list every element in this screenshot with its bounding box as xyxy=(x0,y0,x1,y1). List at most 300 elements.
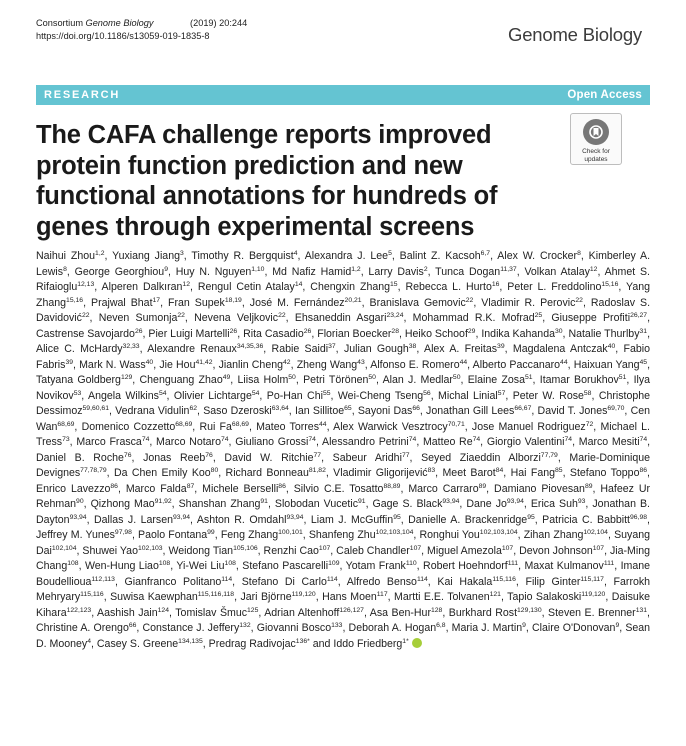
author-name[interactable]: Christophe Dessimoz xyxy=(36,389,651,417)
journal-name: Genome Biology xyxy=(85,18,154,28)
author-name[interactable]: Jie Hou xyxy=(159,358,196,371)
author-name[interactable]: Devon Johnson xyxy=(519,544,593,557)
author-name[interactable]: Dane Jo xyxy=(466,498,507,510)
affiliation-superscript: 39 xyxy=(65,358,73,366)
author-name[interactable]: Castrense Savojardo xyxy=(36,327,135,340)
affiliation-superscript: 22 xyxy=(177,312,185,319)
author-name[interactable]: Alessandro Petrini xyxy=(322,436,409,448)
author-name[interactable]: Naihui Zhou xyxy=(36,250,96,262)
author-name[interactable]: Maria J. Martin xyxy=(451,622,523,634)
affiliation-superscript: 18,19 xyxy=(224,296,242,304)
affiliation-superscript: 91 xyxy=(260,498,268,505)
author-name[interactable]: Petri Törönen xyxy=(303,374,369,386)
author-name[interactable]: Yang Zhang xyxy=(36,281,651,309)
affiliation-superscript: 70,71 xyxy=(447,420,465,428)
author-name[interactable]: Saso Dzeroski xyxy=(203,405,272,417)
author-name[interactable]: Michele Berselli xyxy=(202,482,279,495)
affiliation-superscript: 114 xyxy=(221,575,233,583)
author-name[interactable]: Adrian Altenhoff xyxy=(264,606,340,619)
affiliation-superscript: 6,8 xyxy=(436,622,446,629)
author-name[interactable]: Volkan Atalay xyxy=(524,265,590,278)
affiliation-superscript: 63,64 xyxy=(271,405,289,412)
doi-link[interactable]: https://doi.org/10.1186/s13059-019-1835-8 xyxy=(36,31,210,41)
author-name[interactable]: Iddo Friedberg xyxy=(333,637,403,650)
affiliation-superscript: 86 xyxy=(278,482,286,490)
author-list: Naihui Zhou$^{1,2}$, Yuxiang Jiang$^3$, Timothy R. Bergquist$^4$, Alexandra J. Lee$^5$, Balint Z. Kacsoh$^{6,7}$, Alex W. Crocker$^8$, Kimberley A. Lewis$^8$, George Georghiou$^9$, Huy N. Nguyen$^{1,10}$, Md Nafiz Hamid$^{1,2}$, Larry Davis$^2$, Tunca Dogan$^{11,37}$, Volkan Atalay$^{12}$, Ahmet S. Rifaioglu$^{12,13}$, Alperen Dalkıran$^{12}$, Rengul Cetin Atalay$^{14}$, Chengxin Zhang$^{15}$, Rebecca L. Hurto$^{16}$, Peter L. Freddolino$^{15,16}$, Yang Zhang$^{15,16}$, Prajwal Bhat$^{17}$, Fran Supek$^{18,19}$, José M. Fernández$^{20,21}$, Branislava Gemovic$^{22}$, Vladimir R. Perovic$^{22}$, Radoslav S. Davidović$^{22}$, Neven Sumonja$^{22}$, Nevena Veljkovic$^{22}$, Ehsaneddin Asgari$^{23,24}$, Mohammad R.K. Mofrad$^{25}$, Giuseppe Profiti$^{26,27}$, Castrense Savojardo$^{26}$, Pier Luigi Martelli$^{26}$, Rita Casadio$^{26}$, Florian Boecker$^{28}$, Heiko Schoof$^{29}$, Indika Kahanda$^{30}$, Natalie Thurlby$^{31}$, Alice C. McHardy$^{32,33}$, Alexandre Renaux$^{34,35,36}$, Rabie Saidi$^{37}$, Julian Gough$^{38}$, Alex A. Freitas$^{39}$, Magdalena Antczak$^{40}$, Fabio Fabris$^{39}$, Mark N. Wass$^{40}$, Jie Hou$^{41,42}$, Jianlin Cheng$^{42}$, Zheng Wang$^{43}$, Alfonso E. Romero$^{44}$, Alberto Paccanaro$^{44}$, Haixuan Yang$^{45}$, Tatyana Goldberg$^{129}$, Chenguang Zhao$^{49}$, Liisa Holm$^{50}$, Petri Törönen$^{50}$, Alan J. Medlar$^{50}$, Elaine Zosa$^{51}$, Itamar Borukhov$^{51}$, Ilya Novikov$^{53}$, Angela Wilkins$^{54}$, Olivier Lichtarge$^{54}$, Po-Han Chi$^{55}$, Wei-Cheng Tseng$^{56}$, Michal Linial$^{57}$, Peter W. Rose$^{58}$, Christophe Dessimoz$^{59,60,61}$, Vedrana Vidulin$^{62}$, Saso Dzeroski$^{63,64}$, Ian Sillitoe$^{65}$, Sayoni Das$^{66}$, Jonathan Gill Lees$^{66,67}$, David T. Jones$^{69,70}$, Cen Wan$^{68,69}$, Domenico Cozzetto$^{68,69}$, Rui Fa$^{68,69}$, Mateo Torres$^{44}$, Alex Warwick Vesztrocy$^{70,71}$, Jose Manuel Rodriguez$^{72}$, Michael L. Tress$^{73}$, Marco Frasca$^{74}$, Marco Notaro$^{74}$, Giuliano Grossi$^{74}$, Alessandro Petrini$^{74}$, Matteo Re$^{74}$, Giorgio Valentini$^{74}$, Marco Mesiti$^{74}$, Daniel B. Roche$^{76}$, Jonas Reeb$^{76}$, David W. Ritchie$^{77}$, Sabeur Aridhi$^{77}$, Seyed Ziaeddin Alborzi$^{77,79}$, Marie-Dominique Devignes$^{77,78,79}$, Da Chen Emily Koo$^{80}$, Richard Bonneau$^{81,82}$, Vladimir Gligorijević$^{83}$, Meet Barot$^{84}$, Hai Fang$^{85}$, Stefano Toppo$^{86}$, Enrico Lavezzo$^{86}$, Marco Falda$^{87}$, Michele Berselli$^{86}$, Silvio C.E. Tosatto$^{88,89}$, Marco Carraro$^{89}$, Damiano Piovesan$^{89}$, Hafeez Ur Rehman$^{90}$, Qizhong Mao$^{91,92}$, Shanshan Zhang$^{91}$, Slobodan Vucetic$^{91}$, Gage S. Black$^{93,94}$, Dane Jo$^{93,94}$, Erica Suh$^{93}$, Jonathan B. Dayton$^{93,94}$, Dallas J. Larsen$^{93,94}$, Ashton R. Omdahl$^{93,94}$, Liam J. McGuffin$^{95}$, Danielle A. Brackenridge$^{95}$, Patricia C. Babbitt$^{96,98}$, Jeffrey M. Yunes$^{97,98}$, Paolo Fontana$^{99}$, Feng Zhang$^{100,101}$, Shanfeng Zhu$^{102,103,104}$, Ronghui You$^{102,103,104}$, Zihan Zhang$^{102,104}$, Suyang Dai$^{102,104}$, Shuwei Yao$^{102,103}$, Weidong Tian$^{105,106}$, Renzhi Cao$^{107}$, Caleb Chandler$^{107}$, Miguel Amezola$^{107}$, Devon Johnson$^{107}$, Jia-Ming Chang$^{108}$, Wen-Hung Liao$^{108}$, Yi-Wei Liu$^{108}$, Stefano Pascarelli$^{109}$, Yotam Frank$^{110}$, Robert Hoehndorf$^{111}$, Maxat Kulmanov$^{111}$, Imane Boudellioua$^{112,113}$, Gianfranco Politano$^{114}$, Stefano Di Carlo$^{114}$, Alfredo Benso$^{114}$, Kai Hakala$^{115,116}$, Filip Ginter$^{115,117}$, Farrokh Mehryary$^{115,116}$, Suwisa Kaewphan$^{115,116,118}$, Jari Björne$^{119,120}$, Hans Moen$^{117}$, Martti E.E. Tolvanen$^{121}$, Tapio Salakoski$^{119,120}$, Daisuke Kihara$^{122,123}$, Aashish Jain$^{124}$, Tomislav Šmuc$^{125}$, Adrian Altenhoff$^{126,127}$, Asa Ben-Hur$^{128}$, Burkhard Rost$^{129,130}$, Steven E. Brenner$^{131}$, Christine A. Orengo$^{66}$, Constance J. Jeffery$^{132}$, Giovanni Bosco$^{133}$, Deborah A. Hogan$^{6,8}$, Maria J. Martin$^9$, Claire O'Donovan$^9$, Sean D. Mooney$^4$, Casey S. Greene$^{134,135}$, Predrag Radivojac$^{136*}$ and Iddo Friedberg$^{1*}$ xyxy=(36,250,651,650)
affiliation-superscript: 122,123 xyxy=(66,606,92,614)
affiliation-superscript: 25 xyxy=(534,312,543,319)
affiliation-superscript: 51 xyxy=(524,374,533,381)
affiliation-superscript: 124 xyxy=(157,606,169,614)
affiliation-superscript: 53 xyxy=(73,389,82,397)
affiliation-superscript: 74 xyxy=(408,436,417,443)
affiliation-superscript: 9 xyxy=(164,265,168,273)
affiliation-superscript: 68,69 xyxy=(175,420,193,428)
author-name[interactable]: Filip Ginter xyxy=(525,575,581,588)
affiliation-superscript: 133 xyxy=(331,622,343,629)
author-name[interactable]: Peter L. Freddolino xyxy=(507,281,602,293)
affiliation-superscript: 29 xyxy=(467,327,476,335)
affiliation-superscript: 134,135 xyxy=(178,637,203,645)
affiliation-superscript: 91,92 xyxy=(154,498,172,505)
affiliation-superscript: 34,35,36 xyxy=(236,343,264,350)
author-name[interactable]: Florian Boecker xyxy=(317,327,392,340)
affiliation-superscript: 1* xyxy=(402,637,409,645)
affiliation-superscript: 96,98 xyxy=(630,513,648,521)
author-name[interactable]: Zheng Wang xyxy=(296,358,358,371)
author-name[interactable]: Alexandre Renaux xyxy=(147,343,237,355)
author-name[interactable]: Heiko Schoof xyxy=(404,327,468,340)
affiliation-superscript: 80 xyxy=(210,467,219,474)
author-name[interactable]: Prajwal Bhat xyxy=(91,296,153,309)
author-name[interactable]: Silvio C.E. Tosatto xyxy=(293,482,384,495)
author-name[interactable]: Wen-Hung Liao xyxy=(84,560,159,572)
affiliation-superscript: 55 xyxy=(322,389,331,397)
article-meta xyxy=(36,17,247,43)
author-name[interactable]: Itamar Borukhov xyxy=(539,374,619,386)
affiliation-superscript: 132 xyxy=(239,622,251,629)
author-name[interactable]: Julian Gough xyxy=(343,343,409,355)
affiliation-superscript: 77,78,79 xyxy=(80,467,107,474)
author-name[interactable]: Marco Falda xyxy=(125,482,187,495)
author-name[interactable]: Daniel B. Roche xyxy=(36,451,124,464)
affiliation-superscript: 41,42 xyxy=(195,358,213,366)
journal-prefix: Consortium xyxy=(36,18,83,28)
affiliation-superscript: 49 xyxy=(222,374,231,381)
author-name[interactable]: Ian Sillitoe xyxy=(294,405,345,417)
author-name[interactable]: Hai Fang xyxy=(510,467,556,479)
author-name[interactable]: Meet Barot xyxy=(442,467,496,479)
author-name[interactable]: Jia-Ming Chang xyxy=(36,544,651,572)
author-name[interactable]: Ronghui You xyxy=(419,529,480,541)
affiliation-superscript: 37 xyxy=(328,343,336,350)
author-name[interactable]: Jonas Reeb xyxy=(143,451,206,464)
author-name[interactable]: Richard Bonneau xyxy=(225,467,309,479)
affiliation-superscript: 12 xyxy=(589,265,598,273)
affiliation-superscript: 111 xyxy=(603,560,615,567)
affiliation-superscript: 16 xyxy=(491,281,500,288)
author-name[interactable]: Gage S. Black xyxy=(372,498,443,510)
affiliation-superscript: 85 xyxy=(555,467,563,474)
author-name[interactable]: Marco Mesiti xyxy=(578,436,640,448)
author-joiner: and xyxy=(312,637,331,650)
author-name[interactable]: Tunca Dogan xyxy=(435,265,501,278)
affiliation-superscript: 4 xyxy=(87,637,92,645)
author-name[interactable]: Alex Warwick Vesztrocy xyxy=(333,420,448,433)
author-name[interactable]: Shanfeng Zhu xyxy=(308,529,376,541)
author-name[interactable]: Haixuan Yang xyxy=(573,358,640,371)
author-name[interactable]: Asa Ben-Hur xyxy=(369,606,431,619)
author-name[interactable]: George Georghiou xyxy=(74,265,165,278)
author-name[interactable]: Alfonso E. Romero xyxy=(370,358,460,371)
author-name[interactable]: Suwisa Kaewphan xyxy=(110,591,198,603)
author-name[interactable]: Patricia C. Babbitt xyxy=(542,513,630,526)
open-access-label: Open Access xyxy=(567,89,642,101)
affiliation-superscript: 93,94 xyxy=(506,498,524,505)
affiliation-superscript: 4 xyxy=(293,250,298,257)
author-name[interactable]: Alfredo Benso xyxy=(346,575,417,588)
author-name[interactable]: Claire O'Donovan xyxy=(531,622,616,634)
author-name[interactable]: Da Chen Emily Koo xyxy=(113,467,211,479)
author-name[interactable]: Alberto Paccanaro xyxy=(472,358,561,371)
author-name[interactable]: Tomislav Šmuc xyxy=(175,606,248,619)
author-name[interactable]: Paolo Fontana xyxy=(138,529,208,541)
author-name[interactable]: Casey S. Greene xyxy=(96,637,179,650)
author-name[interactable]: Rui Fa xyxy=(199,420,232,433)
author-name[interactable]: Yi-Wei Liu xyxy=(176,560,225,572)
affiliation-superscript: 56 xyxy=(423,389,431,397)
author-name[interactable]: Hafeez Ur Rehman xyxy=(36,482,651,510)
author-name[interactable]: Kai Hakala xyxy=(437,575,493,588)
author-name[interactable]: Burkhard Rost xyxy=(448,606,518,619)
affiliation-superscript: 1,2 xyxy=(351,265,361,273)
author-name[interactable]: Michal Linial xyxy=(438,389,498,402)
affiliation-superscript: 3 xyxy=(180,250,184,257)
affiliation-superscript: 102,104 xyxy=(51,544,77,552)
affiliation-superscript: 58 xyxy=(583,389,592,397)
author-name[interactable]: Dallas J. Larsen xyxy=(94,513,173,526)
affiliation-superscript: 115,117 xyxy=(580,575,604,583)
author-name[interactable]: Yuxiang Jiang xyxy=(112,250,180,262)
author-name[interactable]: Liam J. McGuffin xyxy=(310,513,394,526)
author-name[interactable]: Fabio Fabris xyxy=(36,343,651,371)
affiliation-superscript: 17 xyxy=(152,296,161,304)
author-name[interactable]: Maxat Kulmanov xyxy=(524,560,604,572)
author-name[interactable]: Natalie Thurlby xyxy=(568,327,640,340)
author-name[interactable]: Marco Carraro xyxy=(408,482,479,495)
author-name[interactable]: Feng Zhang xyxy=(220,529,279,541)
author-name[interactable]: Fran Supek xyxy=(168,296,225,309)
author-name[interactable]: Daisuke Kihara xyxy=(36,591,651,619)
author-name[interactable]: Ilya Novikov xyxy=(36,374,651,402)
author-name[interactable]: Ashton R. Omdahl xyxy=(196,513,287,526)
affiliation-superscript: 108 xyxy=(224,560,236,567)
author-name[interactable]: Alan J. Medlar xyxy=(382,374,453,386)
affiliation-superscript: 44 xyxy=(560,358,568,366)
author-name[interactable]: Chengxin Zhang xyxy=(310,281,391,293)
author-name[interactable]: Sayoni Das xyxy=(357,405,413,417)
author-name[interactable]: Gianfranco Politano xyxy=(124,575,222,588)
author-name[interactable]: Shuwei Yao xyxy=(82,544,138,557)
affiliation-superscript: 89 xyxy=(584,482,593,490)
author-name[interactable]: Elaine Zosa xyxy=(467,374,525,386)
author-name[interactable]: Radoslav S. Davidović xyxy=(36,296,651,324)
affiliation-superscript: 76 xyxy=(205,451,213,459)
affiliation-superscript: 44 xyxy=(459,358,468,366)
author-name[interactable]: Enrico Lavezzo xyxy=(36,482,111,495)
author-name[interactable]: Shanshan Zhang xyxy=(178,498,261,510)
author-name[interactable]: Mateo Torres xyxy=(256,420,319,433)
author-name[interactable]: Hans Moen xyxy=(322,591,377,603)
author-name[interactable]: Domenico Cozzetto xyxy=(81,420,176,433)
affiliation-superscript: 90 xyxy=(76,498,84,505)
author-name[interactable]: Larry Davis xyxy=(368,265,424,278)
author-name[interactable]: Kimberley A. Lewis xyxy=(36,250,651,278)
author-name[interactable]: Angela Wilkins xyxy=(88,389,159,402)
affiliation-superscript: 109 xyxy=(328,560,340,567)
author-name[interactable]: Liisa Holm xyxy=(237,374,289,386)
author-name[interactable]: Huy N. Nguyen xyxy=(175,265,252,278)
author-name[interactable]: David W. Ritchie xyxy=(224,451,314,464)
affiliation-superscript: 87 xyxy=(186,482,195,490)
affiliation-superscript: 128 xyxy=(430,606,443,614)
affiliation-superscript: 12,13 xyxy=(77,281,95,288)
affiliation-superscript: 126,127 xyxy=(339,606,364,614)
affiliation-superscript: 28 xyxy=(391,327,399,335)
author-name[interactable]: Yotam Frank xyxy=(345,560,406,572)
author-name[interactable]: Vladimir Gligorijević xyxy=(333,467,428,479)
author-name[interactable]: Stefano Toppo xyxy=(569,467,640,479)
affiliation-superscript: 31 xyxy=(639,327,648,335)
author-name[interactable]: Alex A. Freitas xyxy=(424,343,498,355)
affiliation-superscript: 110 xyxy=(405,560,417,567)
affiliation-superscript: 62 xyxy=(189,405,198,412)
author-name[interactable]: Jonathan B. Dayton xyxy=(36,498,650,526)
affiliation-superscript: 125 xyxy=(247,606,259,614)
author-name[interactable]: Nevena Veljkovic xyxy=(194,312,279,324)
author-name[interactable]: Danielle A. Brackenridge xyxy=(408,513,528,526)
affiliation-superscript: 95 xyxy=(527,513,535,521)
affiliation-superscript: 26 xyxy=(303,327,312,335)
author-name[interactable]: Constance J. Jeffery xyxy=(142,622,240,634)
author-name[interactable]: Jianlin Cheng xyxy=(218,358,284,371)
author-name[interactable]: Rengul Cetin Atalay xyxy=(197,281,295,293)
orcid-icon[interactable] xyxy=(412,638,422,648)
affiliation-superscript: 66,67 xyxy=(514,405,532,412)
affiliation-superscript: 86 xyxy=(110,482,118,490)
author-name[interactable]: Martti E.E. Tolvanen xyxy=(394,591,490,603)
affiliation-superscript: 30 xyxy=(554,327,563,335)
author-name[interactable]: Stefano Di Carlo xyxy=(241,575,327,588)
affiliation-superscript: 12 xyxy=(182,281,190,288)
author-name[interactable]: Vedrana Vidulin xyxy=(115,405,190,417)
affiliation-superscript: 74 xyxy=(639,436,648,443)
author-name[interactable]: Alperen Dalkıran xyxy=(101,281,183,293)
affiliation-superscript: 93,94 xyxy=(173,513,191,521)
article-type-banner xyxy=(36,85,650,105)
affiliation-superscript: 108 xyxy=(67,560,79,567)
author-name[interactable]: Alex W. Crocker xyxy=(497,250,578,262)
author-name[interactable]: Steven E. Brenner xyxy=(548,606,636,619)
author-name[interactable]: Neven Sumonja xyxy=(98,312,178,324)
affiliation-superscript: 74 xyxy=(564,436,573,443)
author-name[interactable]: Weidong Tian xyxy=(168,544,234,557)
author-name[interactable]: Suyang Dai xyxy=(36,529,650,557)
affiliation-superscript: 136* xyxy=(295,637,310,645)
affiliation-superscript: 15 xyxy=(390,281,398,288)
author-name[interactable]: Michael L. Tress xyxy=(36,420,650,448)
affiliation-superscript: 100,101 xyxy=(278,529,303,536)
affiliation-superscript: 121 xyxy=(489,591,501,598)
author-name[interactable]: Pier Luigi Martelli xyxy=(148,327,230,340)
author-name[interactable]: Magdalena Antczak xyxy=(512,343,608,355)
affiliation-superscript: 50 xyxy=(288,374,296,381)
affiliation-superscript: 40 xyxy=(607,343,616,350)
article-type: RESEARCH xyxy=(44,89,121,101)
author-name[interactable]: Damiano Piovesan xyxy=(494,482,585,495)
affiliation-superscript: 74 xyxy=(220,436,229,443)
author-name[interactable]: Renzhi Cao xyxy=(263,544,319,557)
author-name[interactable]: Seyed Ziaeddin Alborzi xyxy=(421,451,541,464)
affiliation-superscript: 38 xyxy=(408,343,417,350)
author-name[interactable]: Tapio Salakoski xyxy=(507,591,582,603)
affiliation-superscript: 107 xyxy=(501,544,514,552)
author-name[interactable]: Qizhong Mao xyxy=(90,498,155,510)
author-name[interactable]: Giuseppe Profiti xyxy=(551,312,631,324)
author-name[interactable]: David T. Jones xyxy=(537,405,608,417)
affiliation-superscript: 119,120 xyxy=(291,591,316,598)
author-name[interactable]: Zihan Zhang xyxy=(523,529,584,541)
author-name[interactable]: Marco Notaro xyxy=(156,436,221,448)
author-name[interactable]: José M. Fernández xyxy=(249,296,345,309)
affiliation-superscript: 57 xyxy=(497,389,506,397)
affiliation-superscript: 77,79 xyxy=(540,451,558,459)
author-name[interactable]: Miguel Amezola xyxy=(427,544,502,557)
author-name[interactable]: Rita Casadio xyxy=(243,327,304,340)
author-name[interactable]: Marie-Dominique Devignes xyxy=(36,451,651,479)
author-name[interactable]: Alexandra J. Lee xyxy=(304,250,389,262)
affiliation-superscript: 26 xyxy=(134,327,143,335)
affiliation-superscript: 105,106 xyxy=(233,544,258,552)
author-name[interactable]: Jonathan Gill Lees xyxy=(426,405,515,417)
affiliation-superscript: 32,33 xyxy=(122,343,140,350)
author-name[interactable]: Deborah A. Hogan xyxy=(348,622,437,634)
author-name[interactable]: Mohammad R.K. Mofrad xyxy=(412,312,535,324)
author-name[interactable]: Po-Han Chi xyxy=(266,389,323,402)
author-name[interactable]: Cen Wan xyxy=(36,405,651,433)
affiliation-superscript: 14 xyxy=(294,281,303,288)
author-name[interactable]: Giuliano Grossi xyxy=(235,436,309,448)
affiliation-superscript: 22 xyxy=(81,312,90,319)
affiliation-superscript: 107 xyxy=(318,544,331,552)
affiliation-superscript: 15,16 xyxy=(66,296,84,304)
affiliation-superscript: 114 xyxy=(416,575,428,583)
author-name[interactable]: Rebecca L. Hurto xyxy=(405,281,492,293)
affiliation-superscript: 114 xyxy=(326,575,338,583)
author-name[interactable]: Sabeur Aridhi xyxy=(332,451,402,464)
affiliation-superscript: 95 xyxy=(393,513,401,521)
author-name[interactable]: Christine A. Orengo xyxy=(36,622,129,634)
author-name[interactable]: Ahmet S. Rifaioglu xyxy=(36,265,650,293)
author-name[interactable]: Farrokh Mehryary xyxy=(36,575,651,603)
affiliation-superscript: 6,7 xyxy=(480,250,491,257)
affiliation-superscript: 11,37 xyxy=(500,265,517,273)
affiliation-superscript: 54 xyxy=(158,389,167,397)
affiliation-superscript: 51 xyxy=(618,374,627,381)
affiliation-superscript: 83 xyxy=(427,467,436,474)
author-name[interactable]: Md Nafiz Hamid xyxy=(272,265,352,278)
affiliation-superscript: 22 xyxy=(465,296,474,304)
author-name[interactable]: Ehsaneddin Asgari xyxy=(294,312,387,324)
author-name[interactable]: Stefano Pascarelli xyxy=(242,560,329,572)
author-name[interactable]: Aashish Jain xyxy=(97,606,158,619)
affiliation-superscript: 102,104 xyxy=(583,529,608,536)
author-name[interactable]: Jeffrey M. Yunes xyxy=(36,529,115,541)
affiliation-superscript: 115,116 xyxy=(492,575,516,583)
author-name[interactable]: Branislava Gemovic xyxy=(369,296,466,309)
author-name[interactable]: Predrag Radivojac xyxy=(208,637,296,650)
author-name[interactable]: Robert Hoehndorf xyxy=(423,560,508,572)
affiliation-superscript: 68,69 xyxy=(57,420,75,428)
author-name[interactable]: Giovanni Bosco xyxy=(256,622,332,634)
affiliation-superscript: 50 xyxy=(452,374,461,381)
author-name[interactable]: Sean D. Mooney xyxy=(36,622,651,650)
author-name[interactable]: Rabie Saidi xyxy=(271,343,329,355)
author-name[interactable]: Vladimir R. Perovic xyxy=(481,296,576,309)
affiliation-superscript: 9 xyxy=(615,622,620,629)
author-name[interactable]: Slobodan Vucetic xyxy=(274,498,359,510)
author-name[interactable]: Mark N. Wass xyxy=(79,358,146,371)
author-name[interactable]: Jari Björne xyxy=(240,591,292,603)
affiliation-superscript: 84 xyxy=(495,467,504,474)
author-name[interactable]: Chenguang Zhao xyxy=(139,374,223,386)
affiliation-superscript: 9 xyxy=(522,622,526,629)
author-name[interactable]: Tatyana Goldberg xyxy=(36,374,121,386)
author-name[interactable]: Matteo Re xyxy=(422,436,473,448)
affiliation-superscript: 45 xyxy=(639,358,648,366)
affiliation-superscript: 93,94 xyxy=(69,513,87,521)
check-for-updates-button[interactable] xyxy=(570,113,622,165)
affiliation-superscript: 23,24 xyxy=(386,312,404,319)
affiliation-superscript: 43 xyxy=(357,358,365,366)
author-name[interactable]: Indika Kahanda xyxy=(481,327,555,340)
author-name[interactable]: Marco Frasca xyxy=(76,436,142,448)
affiliation-superscript: 68,69 xyxy=(231,420,249,428)
author-name[interactable]: Olivier Lichtarge xyxy=(173,389,252,402)
author-name[interactable]: Giorgio Valentini xyxy=(486,436,565,448)
affiliation-superscript: 1,10 xyxy=(251,265,265,273)
affiliation-superscript: 66 xyxy=(128,622,137,629)
author-name[interactable]: Jose Manuel Rodriguez xyxy=(471,420,586,433)
affiliation-superscript: 93,94 xyxy=(442,498,460,505)
author-name[interactable]: Balint Z. Kacsoh xyxy=(399,250,481,262)
author-name[interactable]: Imane Boudellioua xyxy=(36,560,651,588)
author-name[interactable]: Wei-Cheng Tseng xyxy=(337,389,424,402)
affiliation-superscript: 2 xyxy=(423,265,428,273)
affiliation-superscript: 8 xyxy=(63,265,67,273)
affiliation-superscript: 74 xyxy=(308,436,316,443)
author-name[interactable]: Alice C. McHardy xyxy=(36,343,123,355)
affiliation-superscript: 131 xyxy=(635,606,648,614)
author-name[interactable]: Caleb Chandler xyxy=(336,544,410,557)
author-name[interactable]: Erica Suh xyxy=(530,498,578,510)
affiliation-superscript: 102,103,104 xyxy=(479,529,518,536)
affiliation-superscript: 99 xyxy=(207,529,215,536)
affiliation-superscript: 26 xyxy=(229,327,238,335)
author-name[interactable]: Peter W. Rose xyxy=(512,389,584,402)
affiliation-superscript: 66 xyxy=(412,405,420,412)
author-name[interactable]: Timothy R. Bergquist xyxy=(191,250,294,262)
